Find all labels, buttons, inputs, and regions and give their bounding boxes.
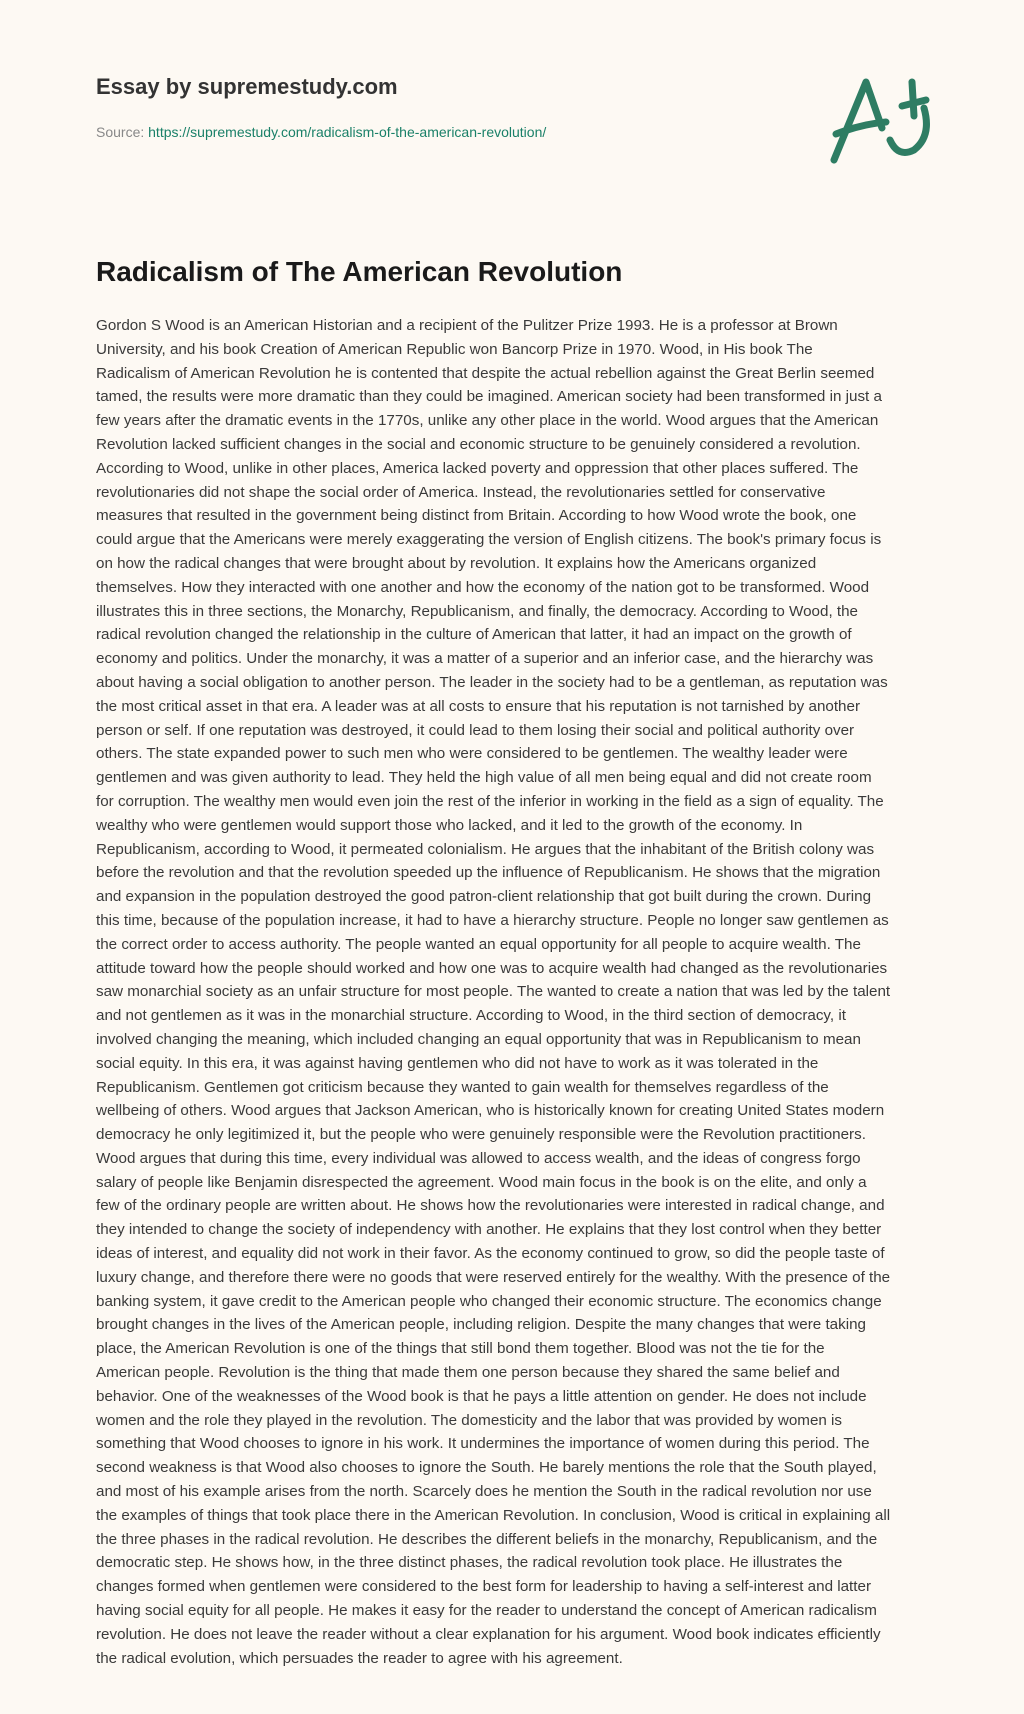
source-label: Source: [96,124,149,140]
document-title: Radicalism of The American Revolution [96,256,623,287]
a-plus-logo-icon [822,64,952,174]
source-line [96,124,546,140]
brand-title: Essay by supremestudy.com [96,74,398,99]
page-header [0,0,1024,200]
source-link[interactable]: https://supremestudy.com/radicalism-of-the-american-revolution/ [148,124,547,140]
essay-body: Gordon S Wood is an American Historian and a recipient of the Pulitzer Prize 1993. He is a professor at Brown University, and his book Creation of American Republic won Bancorp Prize in 1970. Wood, in His book The Radicalism of American Revolution he is contented that despite the actual rebellion against the Great Berlin seemed tamed, the results were more dramatic than they could be imagined. American society had been transformed in just a few years after the dramatic events in the 1770s, unlike any other place in the world. Wood argues that the American Revolution lacked sufficient changes in the social and economic structure to be genuinely considered a revolution. According to Wood, unlike in other places, America lacked poverty and oppression that other places suffered. The revolutionaries did not shape the social order of America. Instead, the revolutionaries settled for conservative measures that resulted in the government being distinct from Britain. According to how Wood wrote the book, one could argue that the Americans were merely exaggerating the version of English citizens. The book's primary focus is on how the radical changes that were brought about by revolution. It explains how the Americans organized themselves. How they interacted with one another and how the economy of the nation got to be transformed. Wood illustrates this in three sections, the Monarchy, Republicanism, and finally, the democracy. According to Wood, the radical revolution changed the relationship in the culture of American that latter, it had an impact on the growth of economy and politics. Under the monarchy, it was a matter of a superior and an inferior case, and the hierarchy was about having a social obligation to another person. The leader in the society had to be a gentleman, as reputation was the most critical asset in that era. A leader was at all costs to ensure that his reputation is not tarnished by another person or self. If one reputation was destroyed, it could lead to them losing their social and political authority over others. The state expanded power to such men who were considered to be gentlemen. The wealthy leader were gentlemen and was given authority to lead. They held the high value of all men being equal and did not create room for corruption. The wealthy men would even join the rest of the inferior in working in the field as a sign of equality. The wealthy who were gentlemen would support those who lacked, and it led to the growth of the economy. In Republicanism, according to Wood, it permeated colonialism. He argues that the inhabitant of the British colony was before the revolution and that the revolution speeded up the influence of Republicanism. He shows that the migration and expansion in the population destroyed the good patron-client relationship that got built during the crown. During this time, because of the population increase, it had to have a hierarchy structure. People no longer saw gentlemen as the correct order to access authority. The people wanted an equal opportunity for all people to acquire wealth. The attitude toward how the people should worked and how one was to acquire wealth had changed as the revolutionaries saw monarchial society as an unfair structure for most people. The wanted to create a nation that was led by the talent and not gentlemen as it was in the monarchial structure. According to Wood, in the third section of democracy, it involved changing the meaning, which included changing an equal opportunity that was in Republicanism to mean social equity. In this era, it was against having gentlemen who did not have to work as it was tolerated in the Republicanism. Gentlemen got criticism because they wanted to gain wealth for themselves regardless of the wellbeing of others. Wood argues that Jackson American, who is historically known for creating United States modern democracy he only legitimized it, but the people who were genuinely responsible were the Revolution practitioners. Wood argues that during this time, every individual was allowed to access wealth, and the ideas of congress forgo salary of people like Benjamin disrespected the agreement. Wood main focus in the book is on the elite, and only a few of the ordinary people are written about. He shows how the revolutionaries were interested in radical change, and they intended to change the society of independency with another. He explains that they lost control when they better ideas of interest, and equality did not work in their favor. As the economy continued to grow, so did the people taste of luxury change, and therefore there were no goods that were reserved entirely for the wealthy. With the presence of the banking system, it gave credit to the American people who changed their economic structure. The economics change brought changes in the lives of the American people, including religion. Despite the many changes that were taking place, the American Revolution is one of the things that still bond them together. Blood was not the tie for the American people. Revolution is the thing that made them one person because they shared the same belief and behavior. One of the weaknesses of the Wood book is that he pays a little attention on gender. He does not include women and the role they played in the revolution. The domesticity and the labor that was provided by women is something that Wood chooses to ignore in his work. It undermines the importance of women during this period. The second weakness is that Wood also chooses to ignore the South. He barely mentions the role that the South played, and most of his example arises from the north. Scarcely does he mention the South in the radical revolution nor use the examples of things that took place there in the American Revolution. In conclusion, Wood is critical in explaining all the three phases in the radical revolution. He describes the different beliefs in the monarchy, Republicanism, and the democratic step. He shows how, in the three distinct phases, the radical revolution took place. He illustrates the changes formed when gentlemen were considered to the best form for leadership to having a self-interest and latter having social equity for all people. He makes it easy for the reader to understand the concept of American radicalism revolution. He does not leave the reader without a clear explanation for his argument. Wood book indicates efficiently the radical evolution, which persuades the reader to agree with his agreement. [96,317,891,1667]
